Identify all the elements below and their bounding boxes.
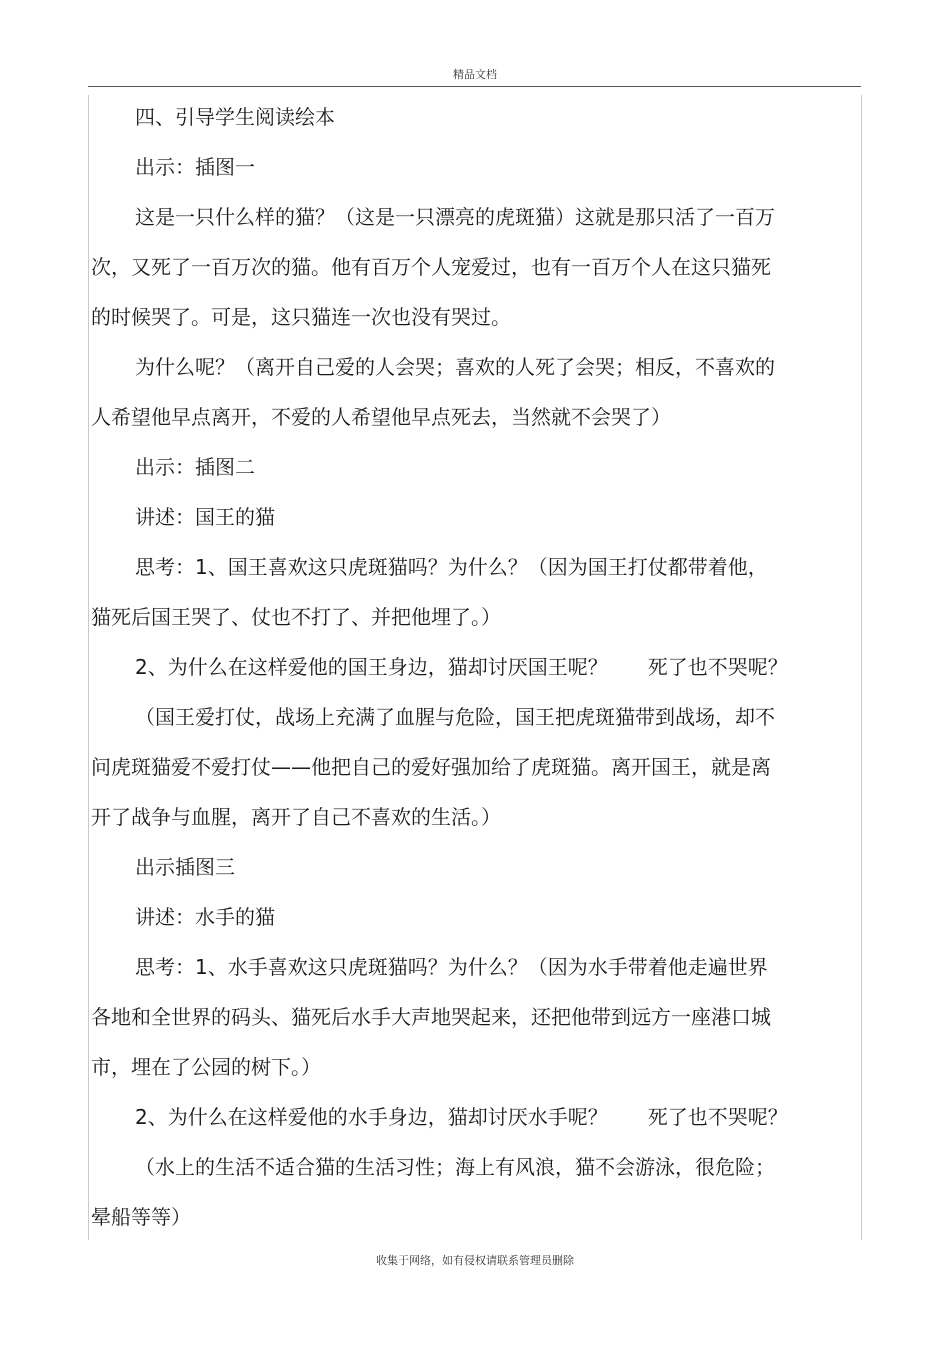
page-footer: 收集于网络，如有侵权请联系管理员删除	[376, 1254, 574, 1267]
paragraph-line: 思考：1、国王喜欢这只虎斑猫吗？为什么？（因为国王打仗都带着他，	[135, 555, 768, 579]
paragraph-line: 出示：插图一	[135, 155, 255, 179]
paragraph-line: （国王爱打仗，战场上充满了血腥与危险，国王把虎斑猫带到战场，却不	[135, 705, 775, 729]
paragraph-line: 开了战争与血腥，离开了自己不喜欢的生活。）	[91, 805, 501, 829]
paragraph-line: 的时候哭了。可是，这只猫连一次也没有哭过。	[91, 305, 511, 329]
paragraph-line: 思考：1、水手喜欢这只虎斑猫吗？为什么？（因为水手带着他走遍世界	[135, 955, 768, 979]
paragraph-line: 出示：插图二	[135, 455, 255, 479]
paragraph-line: 讲述：水手的猫	[135, 905, 275, 929]
paragraph-line: 这是一只什么样的猫？（这是一只漂亮的虎斑猫）这就是那只活了一百万	[135, 205, 775, 229]
paragraph-line: 各地和全世界的码头、猫死后水手大声地哭起来，还把他带到远方一座港口城	[91, 1005, 771, 1029]
page-header: 精品文档	[453, 68, 497, 81]
paragraph-line: 2、为什么在这样爱他的国王身边，猫却讨厌国王呢？ 死了也不哭呢？	[135, 655, 788, 679]
section-heading: 四、引导学生阅读绘本	[135, 105, 335, 129]
paragraph-line: 出示插图三	[135, 855, 235, 879]
paragraph-line: 问虎斑猫爱不爱打仗——他把自己的爱好强加给了虎斑猫。离开国王，就是离	[91, 755, 771, 779]
paragraph-line: 晕船等等）	[91, 1205, 191, 1229]
paragraph-line: （水上的生活不适合猫的生活习性；海上有风浪，猫不会游泳，很危险；	[135, 1155, 775, 1179]
paragraph-line: 讲述：国王的猫	[135, 505, 275, 529]
paragraph-line: 人希望他早点离开，不爱的人希望他早点死去，当然就不会哭了）	[91, 405, 671, 429]
paragraph-line: 次，又死了一百万次的猫。他有百万个人宠爱过，也有一百万个人在这只猫死	[91, 255, 771, 279]
paragraph-line: 2、为什么在这样爱他的水手身边，猫却讨厌水手呢？ 死了也不哭呢？	[135, 1105, 788, 1129]
paragraph-line: 市，埋在了公园的树下。）	[91, 1055, 321, 1079]
header-divider	[88, 86, 861, 87]
paragraph-line: 为什么呢？（离开自己爱的人会哭；喜欢的人死了会哭；相反，不喜欢的	[135, 355, 775, 379]
paragraph-line: 猫死后国王哭了、仗也不打了、并把他埋了。）	[91, 605, 501, 629]
